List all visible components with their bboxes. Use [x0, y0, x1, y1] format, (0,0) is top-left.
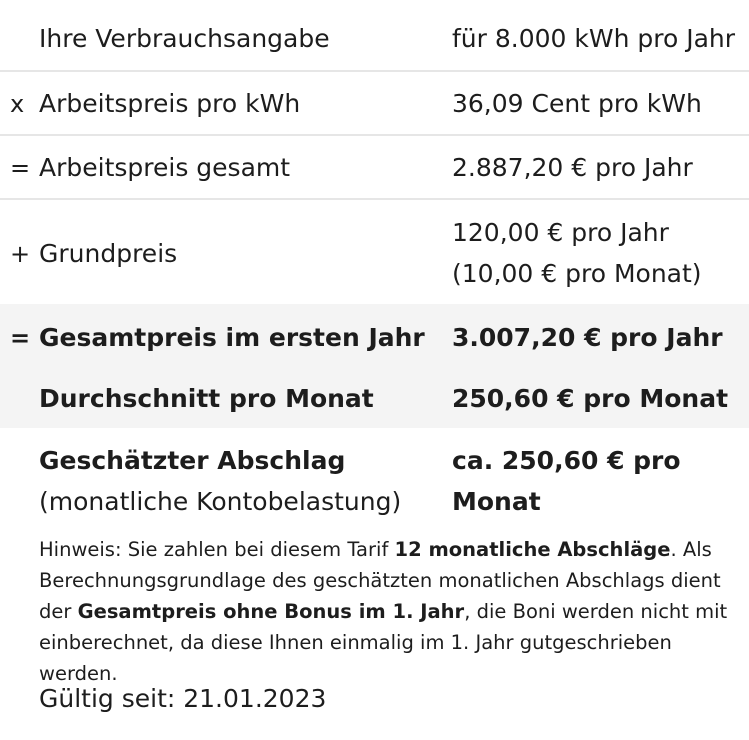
average-label: Durchschnitt pro Monat	[39, 384, 374, 413]
estimate-value-line1: ca. 250,60 € pro	[452, 446, 681, 475]
consumption-row	[0, 0, 749, 72]
base-price-row	[0, 200, 749, 304]
energy-total-label: Arbeitspreis gesamt	[39, 153, 291, 182]
base-price-monthly: (10,00 € pro Monat)	[452, 259, 702, 288]
estimate-value-line2: Monat	[452, 487, 541, 516]
multiply-operator: x	[10, 90, 25, 118]
energy-total-value: 2.887,20 € pro Jahr	[452, 153, 693, 182]
total-label: Gesamtpreis im ersten Jahr	[39, 323, 425, 352]
note-bold-total: Gesamtpreis ohne Bonus im 1. Jahr	[77, 600, 465, 623]
average-value: 250,60 € pro Monat	[452, 384, 729, 413]
valid-since: Gültig seit: 21.01.2023	[39, 684, 327, 713]
unit-price-value: 36,09 Cent pro kWh	[452, 89, 702, 118]
estimate-label: Geschätzter Abschlag	[39, 446, 346, 475]
unit-price-label: Arbeitspreis pro kWh	[39, 89, 301, 118]
base-price-label: Grundpreis	[39, 239, 178, 268]
base-price-yearly: 120,00 € pro Jahr	[452, 218, 669, 247]
equals-operator: =	[10, 154, 31, 182]
consumption-label: Ihre Verbrauchsangabe	[39, 24, 330, 53]
total-block	[0, 304, 749, 428]
note-middle: . Als Berechnungsgrundlage des geschätzten monatlichen Abschlags dient der	[39, 538, 721, 623]
note-prefix: Hinweis: Sie zahlen bei diesem Tarif	[39, 538, 395, 561]
hint-note	[39, 534, 747, 689]
energy-total-row	[0, 136, 749, 200]
total-value: 3.007,20 € pro Jahr	[452, 323, 723, 352]
unit-price-row	[0, 72, 749, 136]
note-suffix: , die Boni werden nicht mit einberechnet, da diese Ihnen einmalig im 1. Jahr gutgeschrieben werden.	[39, 600, 728, 685]
total-equals-operator: =	[10, 324, 31, 352]
estimate-row	[0, 428, 749, 528]
consumption-value: für 8.000 kWh pro Jahr	[452, 24, 736, 53]
estimate-sublabel: (monatliche Kontobelastung)	[39, 487, 402, 516]
plus-operator: +	[10, 240, 31, 268]
note-bold-installments: 12 monatliche Abschläge	[394, 538, 671, 561]
